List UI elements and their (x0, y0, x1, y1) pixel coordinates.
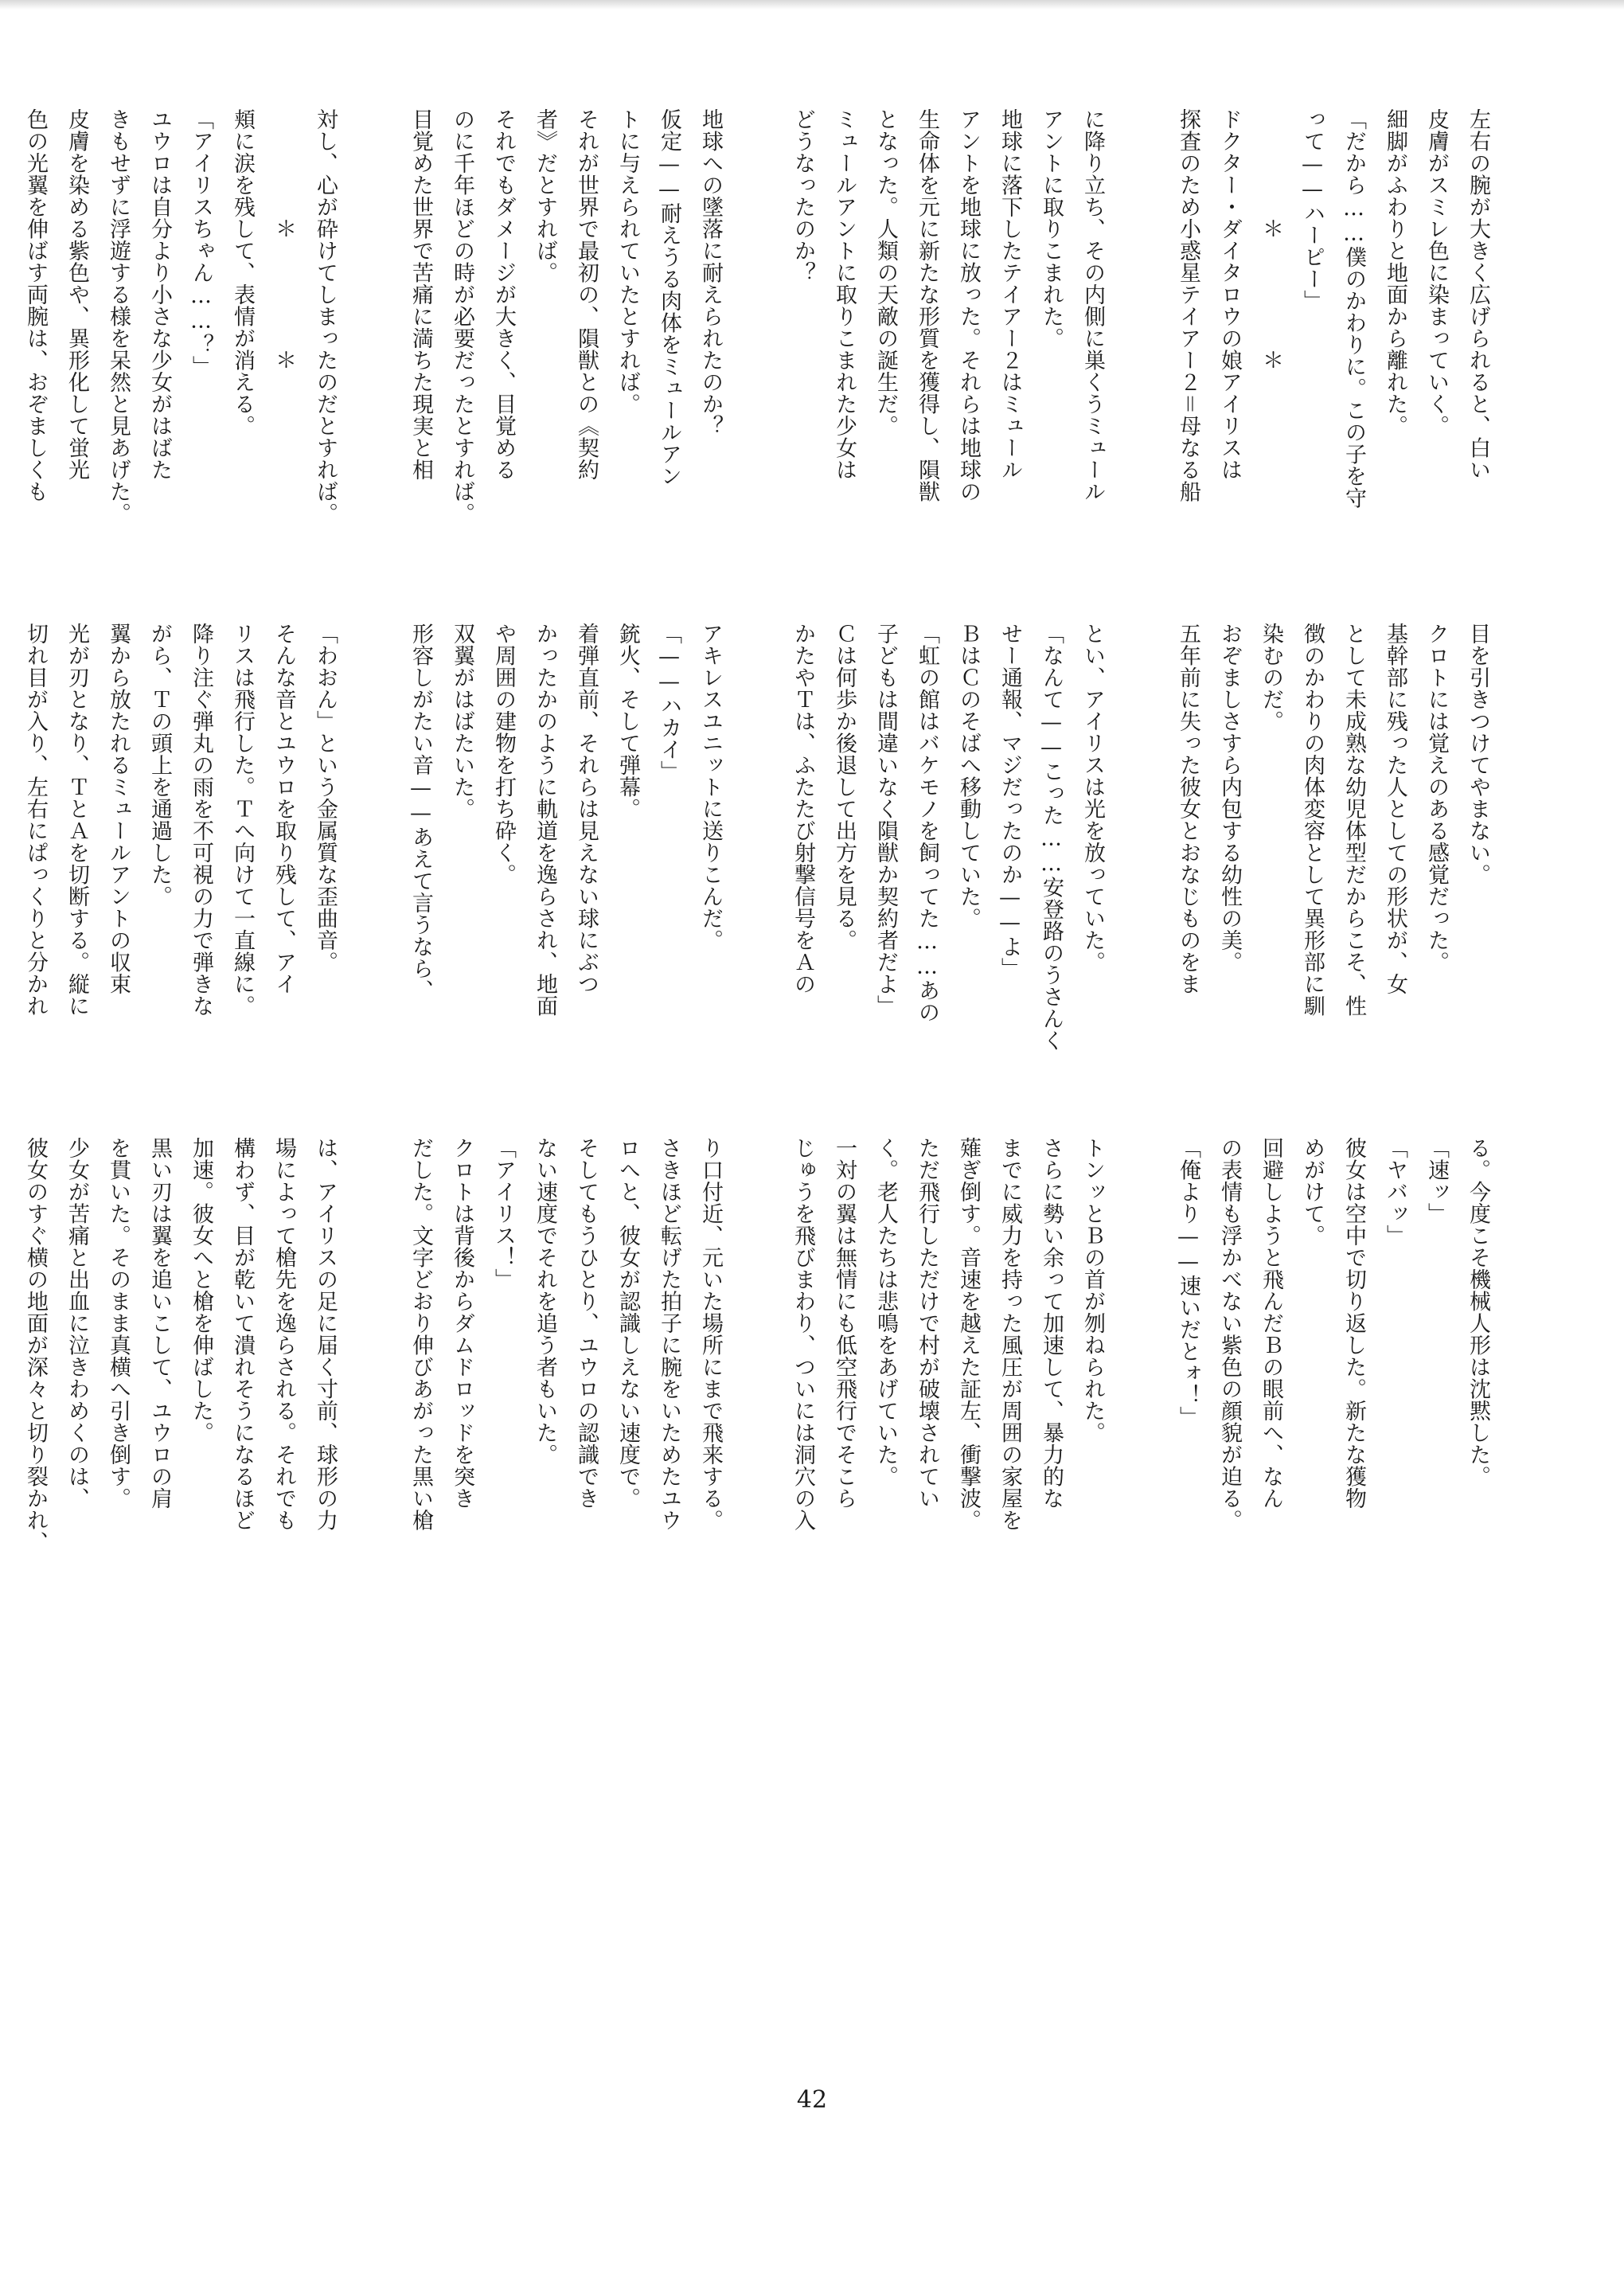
text-line: アントに取りこまれた。 (1039, 108, 1064, 350)
text-line: のに千年ほどの時が必要だったとすれば。 (450, 108, 474, 525)
text-block-7 (381, 623, 731, 1116)
text-block-10 (763, 1137, 1113, 1631)
scene-break: ＊ ＊ (271, 108, 296, 371)
text-line: り口付近、元いた場所にまで飛来する。 (698, 1137, 723, 1531)
text-line: 生命体を元に新たな形質を獲得し、隕獣 (915, 108, 939, 502)
text-line: そしてもうひとり、ユウロの認識でき (574, 1137, 599, 1510)
text-line: ただ飛行しただけで村が破壊されてい (915, 1137, 939, 1510)
text-line: を貫いた。そのまま真横へ引き倒す。 (106, 1137, 131, 1510)
text-line: 皮膚を染める紫色や、異形化して蛍光 (64, 108, 89, 481)
text-line: 翼から放たれるミュールアントの収束 (106, 623, 131, 995)
text-block-4 (0, 108, 345, 602)
text-block-11 (381, 1137, 731, 1631)
text-line: って——ハーピー」 (1300, 108, 1325, 312)
text-line: 彼女は空中で切り返した。新たな獲物 (1341, 1137, 1366, 1510)
text-line: 「虹の館はバケモノを飼ってた……あの (915, 623, 939, 1023)
text-line: それが世界で最初の、隕獣との《契約 (574, 108, 599, 481)
text-line: トンッとＢの首が刎ねられた。 (1080, 1137, 1105, 1443)
text-line: 「だから……僕のかわりに。この子を守 (1341, 108, 1366, 509)
text-line: 加速。彼女へと槍を伸ばした。 (189, 1137, 213, 1443)
text-line: ＢはＣのそばへ移動していた。 (956, 623, 981, 929)
text-line: 者》だとすれば。 (533, 108, 557, 283)
text-line: そんな音とユウロを取り残して、アイ (271, 623, 296, 995)
text-block-6 (763, 623, 1113, 1116)
text-line: に降り立ち、その内側に巣くうミュール (1080, 108, 1105, 502)
text-line: 目覚めた世界で苦痛に満ちた現実と相 (408, 108, 433, 481)
text-line: 「俺より——速いだとォ！」 (1176, 1137, 1200, 1428)
text-line: く。老人たちは悲鳴をあげていた。 (873, 1137, 898, 1487)
text-line: 五年前に失った彼女とおなじものをま (1176, 623, 1200, 995)
text-line: 少女が苦痛と出血に泣きわめくのは、 (64, 1137, 89, 1510)
text-line: 目を引きつけてやまない。 (1466, 623, 1490, 885)
text-line: ユウロは自分より小さな少女がはばた (147, 108, 172, 481)
text-line: 頬に涙を残して、表情が消える。 (230, 108, 255, 437)
text-line: 降り注ぐ弾丸の雨を不可視の力で弾きな (189, 623, 213, 1017)
text-line: だした。文字どおり伸びあがった黒い槍 (408, 1137, 433, 1531)
text-line: アキレスユニットに送りこんだ。 (698, 623, 723, 951)
text-line: かったかのように軌道を逸らされ、地面 (533, 623, 557, 1017)
text-line: 回避しようと飛んだＢの眼前へ、なん (1259, 1137, 1283, 1510)
text-line: 双翼がはばたいた。 (450, 623, 474, 820)
page-top-edge (0, 0, 1624, 10)
text-line: 切れ目が入り、左右にぱっくりと分かれ (23, 623, 48, 1017)
text-line: 場によって槍先を逸らされる。それでも (271, 1137, 296, 1531)
text-line: 基幹部に残った人としての形状が、女 (1383, 623, 1407, 995)
text-line: 一対の翼は無情にも低空飛行でそこら (832, 1137, 857, 1510)
text-block-5 (1148, 623, 1498, 1116)
text-line: ロへと、彼女が認識しえない速度で。 (615, 1137, 640, 1510)
text-line: どうなったのか？ (791, 108, 815, 283)
text-line: として未成熟な幼児体型だからこそ、性 (1341, 623, 1366, 1017)
text-line: 地球への墜落に耐えられたのか？ (698, 108, 723, 437)
text-line: 左右の腕が大きく広げられると、白い (1466, 108, 1490, 481)
text-line: それでもダメージが大きく、目覚める (491, 108, 516, 481)
text-block-12 (0, 1137, 345, 1631)
text-line: せー通報、マジだったのか——よ」 (997, 623, 1022, 979)
text-line: 「アイリス！」 (491, 1137, 516, 1291)
text-line: 「——ハカイ」 (657, 623, 681, 783)
text-line: きもせずに浮遊する様を呆然と見あげた。 (106, 108, 131, 525)
text-line: 着弾直前、それらは見えない球にぶつ (574, 623, 599, 995)
text-line: 仮定——耐えうる肉体をミュールアン (657, 108, 681, 487)
text-line: がら、Ｔの頭上を通過した。 (147, 623, 172, 908)
page-number: 42 (796, 2086, 828, 2114)
text-line: 対し、心が砕けてしまったのだとすれば。 (313, 108, 338, 525)
text-line: 形容しがたい音——あえて言うなら、 (408, 623, 433, 1002)
text-line: めがけて。 (1300, 1137, 1325, 1247)
text-line: 細脚がふわりと地面から離れた。 (1383, 108, 1407, 437)
text-line: おぞましさすら内包する幼性の美。 (1217, 623, 1242, 973)
text-line: る。今度こそ機械人形は沈黙した。 (1466, 1137, 1490, 1487)
text-line: までに威力を持った風圧が周囲の家屋を (997, 1137, 1022, 1531)
text-line: とい、アイリスは光を放っていた。 (1080, 623, 1105, 973)
text-line: さらに勢い余って加速して、暴力的な (1039, 1137, 1064, 1510)
text-block-9 (1148, 1137, 1498, 1631)
scene-break: ＊ ＊ (1259, 108, 1283, 371)
text-line: 色の光翼を伸ばす両腕は、おぞましくも (23, 108, 48, 502)
text-line: となった。人類の天敵の誕生だ。 (873, 108, 898, 437)
text-block-3 (381, 108, 731, 602)
text-block-2 (763, 108, 1113, 602)
text-line: 光が刃となり、ＴとＡを切断する。縦に (64, 623, 89, 1017)
text-line: ない速度でそれを追う者もいた。 (533, 1137, 557, 1466)
text-line: 「速ッ」 (1424, 1137, 1449, 1225)
text-line: 「アイリスちゃん……？」 (189, 108, 213, 377)
text-line: かたやＴは、ふたたび射撃信号をＡの (791, 623, 815, 995)
text-line: 黒い刃は翼を追いこして、ユウロの肩 (147, 1137, 172, 1510)
text-line: 「なんて——こった……安登路のうさんく (1039, 623, 1064, 1052)
text-line: や周囲の建物を打ち砕く。 (491, 623, 516, 885)
text-line: 子どもは間違いなく隕獣か契約者だよ」 (873, 623, 898, 1017)
text-line: ミュールアントに取りこまれた少女は (832, 108, 857, 481)
text-line: トに与えられていたとすれば。 (615, 108, 640, 415)
text-line: アントを地球に放った。それらは地球の (956, 108, 981, 502)
text-line: 薙ぎ倒す。音速を越えた証左、衝撃波。 (956, 1137, 981, 1531)
text-line: は、アイリスの足に届く寸前、球形の力 (313, 1137, 338, 1531)
text-line: 染むのだ。 (1259, 623, 1283, 732)
text-line: Ｃは何歩か後退して出方を見る。 (832, 623, 857, 951)
text-line: 彼女のすぐ横の地面が深々と切り裂かれ、 (23, 1137, 48, 1553)
text-line: 徴のかわりの肉体変容として異形部に馴 (1300, 623, 1325, 1017)
text-line: 皮膚がスミレ色に染まっていく。 (1424, 108, 1449, 437)
text-line: さきほど転げた拍子に腕をいためたユウ (657, 1137, 681, 1531)
text-block-8 (0, 623, 345, 1116)
text-line: 「わおん」という金属質な歪曲音。 (313, 623, 338, 973)
text-line: リスは飛行した。Ｔへ向けて一直線に。 (230, 623, 255, 1017)
text-line: ドクター・ダイタロウの娘アイリスは (1217, 108, 1242, 481)
text-line: の表情も浮かべない紫色の顔貌が迫る。 (1217, 1137, 1242, 1531)
text-line: 銃火、そして弾幕。 (615, 623, 640, 820)
text-line: 探査のため小惑星テイアー２＝母なる船 (1176, 108, 1200, 502)
text-line: クロトは背後からダムドロッドを突き (450, 1137, 474, 1510)
text-line: 地球に落下したテイアー２はミュール (997, 108, 1022, 481)
text-line: じゅうを飛びまわり、ついには洞穴の入 (791, 1137, 815, 1531)
text-line: 構わず、目が乾いて潰れそうになるほど (230, 1137, 255, 1531)
text-line: クロトには覚えのある感覚だった。 (1424, 623, 1449, 973)
text-line: 「ヤバッ」 (1383, 1137, 1407, 1247)
text-block-1 (1148, 108, 1498, 602)
